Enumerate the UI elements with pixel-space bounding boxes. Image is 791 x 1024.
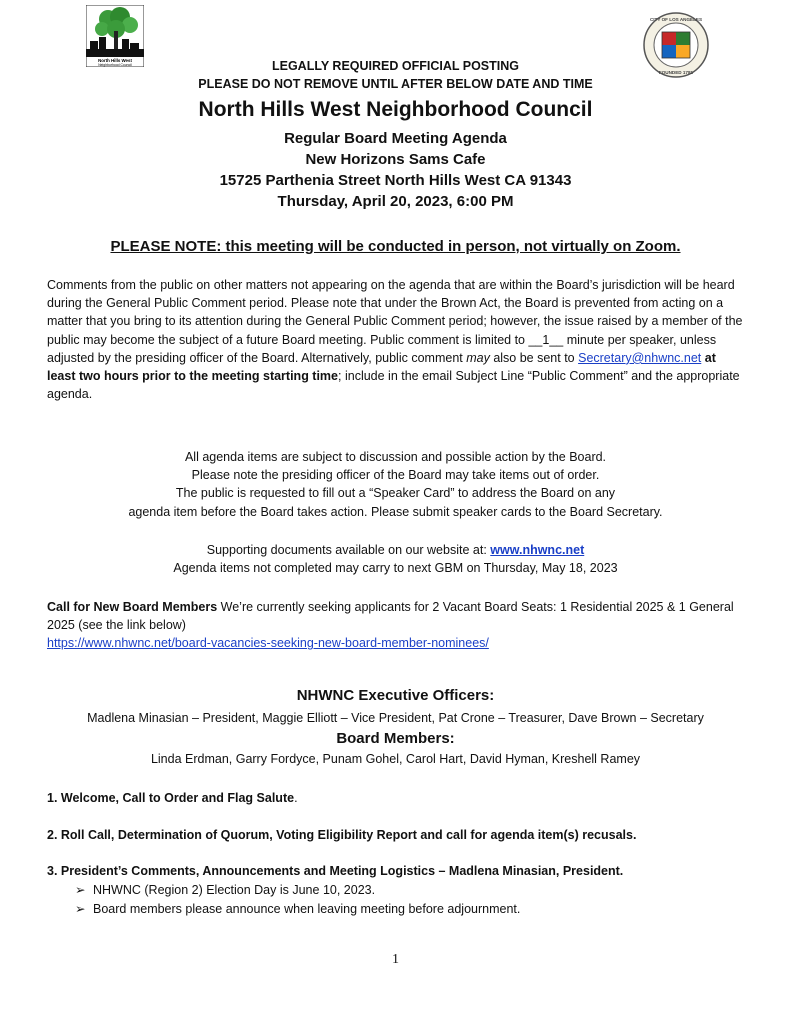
official-posting-notice — [0, 57, 791, 93]
list-item — [75, 881, 520, 900]
meeting-type: Regular Board Meeting Agenda — [284, 130, 507, 147]
arrow-bullet-icon: ➢ — [75, 902, 86, 916]
public-comment-text-b: also be sent to — [489, 350, 579, 365]
agenda-rule-4: agenda item before the Board takes action. Please submit speaker cards to the Board Secretary. — [128, 504, 663, 519]
executive-officers-heading: NHWNC Executive Officers: — [296, 687, 495, 704]
arrow-bullet-icon: ➢ — [75, 883, 86, 897]
bullet-text-2: Board members please announce when leaving meeting before adjournment. — [93, 902, 521, 916]
agenda-item-2: 2. Roll Call, Determination of Quorum, Voting Eligibility Report and call for agenda item(s) recusals. — [47, 828, 637, 842]
agenda-rule-2: Please note the presiding officer of the Board may take items out of order. — [191, 468, 600, 483]
council-title: North Hills West Neighborhood Council — [198, 98, 593, 121]
seal-top-text: CITY OF LOS ANGELES — [649, 17, 703, 22]
board-members-names: Linda Erdman, Garry Fordyce, Punam Gohel, Carol Hart, David Hyman, Kreshell Ramey — [150, 752, 641, 766]
supporting-prefix: Supporting documents available on our website at: — [206, 543, 491, 557]
call-for-board-members — [47, 598, 747, 653]
agenda-item-3-bullets — [75, 881, 520, 919]
agenda-rule-3: The public is requested to fill out a “Speaker Card” to address the Board on any — [175, 486, 616, 501]
public-comment-text-c: ; include in the email Subject Line “Public Comment” and the appropriate agenda. — [47, 369, 740, 402]
page-number: 1 — [392, 952, 399, 967]
agenda-rules — [0, 448, 791, 521]
supporting-docs — [0, 541, 791, 577]
logo-line1: North Hills West — [98, 58, 132, 63]
board-vacancies-link[interactable]: https://www.nhwnc.net/board-vacancies-seeking-new-board-member-nominees/ — [47, 636, 489, 651]
public-comment-may: may — [466, 350, 490, 365]
in-person-note: PLEASE NOTE: this meeting will be conducted in person, not virtually on Zoom. — [110, 238, 681, 255]
call-board-heading: Call for New Board Members — [47, 600, 218, 614]
public-comment-text-a: Comments from the public on other matters not appearing on the agenda that are within the Board’s jurisdiction will be heard during the General Public Comment period. Please note that under the Brown Act, the Board is prevented from acting on a matter that you bring to its attention during the General Public Comment period; however, the issue raised by a member of the public may become the subject of a future Board meeting. Public comment is limited to __1__ minute per speaker, unless adjusted by the presiding officer of the Board. Alternatively, public comment — [47, 278, 743, 365]
meeting-venue: New Horizons Sams Cafe — [305, 151, 486, 168]
secretary-email-link[interactable]: Secretary@nhwnc.net — [578, 350, 702, 365]
seal-bottom-text: FOUNDED 1781 — [658, 70, 694, 75]
list-item — [75, 900, 520, 919]
agenda-item-1-end: . — [294, 791, 298, 805]
agenda-rule-1: All agenda items are subject to discussion and possible action by the Board. — [184, 450, 607, 464]
agenda-item-1 — [47, 789, 298, 807]
posting-line2: PLEASE DO NOT REMOVE UNTIL AFTER BELOW DATE AND TIME — [198, 77, 593, 91]
meeting-address: 15725 Parthenia Street North Hills West CA 91343 — [219, 172, 572, 189]
public-comment-deadline: at least two hours prior to the meeting starting time — [47, 350, 716, 384]
posting-line1: LEGALLY REQUIRED OFFICIAL POSTING — [271, 59, 519, 73]
website-link[interactable]: www.nhwnc.net — [490, 543, 585, 557]
meeting-datetime: Thursday, April 20, 2023, 6:00 PM — [277, 193, 514, 210]
agenda-item-3: 3. President’s Comments, Announcements and Meeting Logistics – Madlena Minasian, President. — [47, 864, 624, 878]
call-board-text: We’re currently seeking applicants for 2 Vacant Board Seats: 1 Residential 2025 & 1 General 2025 (see the link below) — [47, 600, 734, 633]
bullet-text-1: NHWNC (Region 2) Election Day is June 10, 2023. — [93, 883, 376, 897]
executive-officers-names: Madlena Minasian – President, Maggie Elliott – Vice President, Pat Crone – Treasurer, Dave Brown – Secretary — [87, 711, 704, 725]
agenda-item-1-text: 1. Welcome, Call to Order and Flag Salute — [47, 791, 295, 805]
carry-over-note: Agenda items not completed may carry to next GBM on Thursday, May 18, 2023 — [173, 561, 618, 576]
logo-line2: Neighborhood Council — [98, 63, 132, 67]
meeting-info — [0, 128, 791, 212]
board-members-heading: Board Members: — [336, 730, 455, 747]
public-comment-paragraph — [47, 276, 747, 403]
